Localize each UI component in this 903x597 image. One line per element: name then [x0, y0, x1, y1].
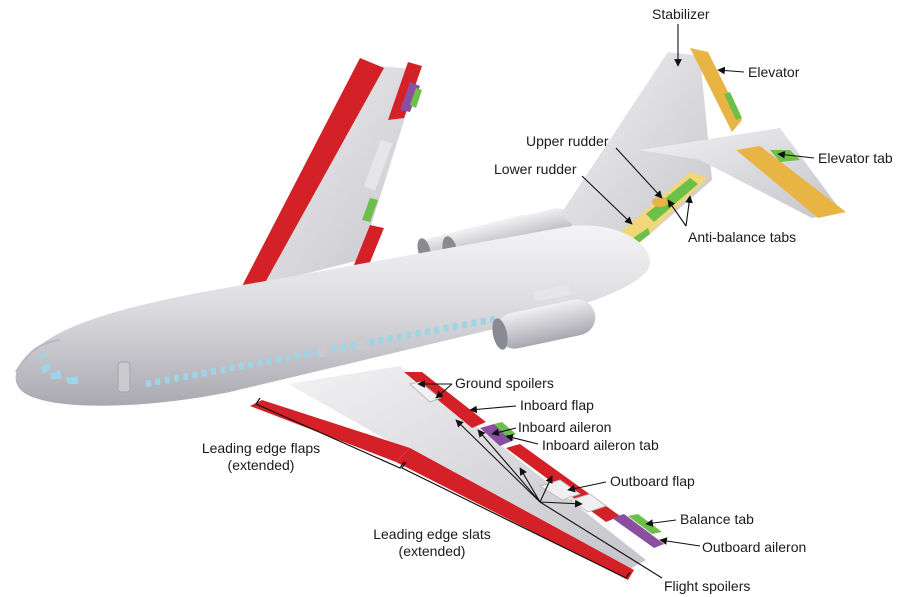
cabin-window [258, 359, 263, 366]
cabin-window [211, 368, 216, 375]
cabin-window [341, 344, 346, 351]
leader-balance-tab [646, 520, 676, 524]
cabin-window [378, 337, 383, 344]
cabin-window [239, 363, 244, 370]
cabin-window [481, 318, 486, 325]
label-upper-rudder: Upper rudder [526, 133, 609, 149]
cabin-window [462, 321, 467, 328]
label-elevator-tab: Elevator tab [818, 150, 893, 166]
front-door [118, 362, 130, 392]
cabin-window [416, 330, 421, 337]
label-stabilizer: Stabilizer [652, 6, 710, 22]
cabin-window [388, 335, 393, 342]
label-inboard-aileron: Inboard aileron [518, 419, 612, 435]
cabin-window [471, 320, 476, 327]
cabin-window [193, 371, 198, 378]
label-leading-edge-slats [366, 526, 498, 560]
cabin-window [155, 378, 160, 385]
cabin-window [444, 325, 449, 332]
cabin-door [356, 336, 365, 350]
cabin-window [453, 323, 458, 330]
label-elevator: Elevator [748, 64, 800, 80]
label-balance-tab: Balance tab [680, 511, 754, 527]
cabin-window [230, 364, 235, 371]
cabin-window [183, 373, 188, 380]
cabin-window [425, 328, 430, 335]
cabin-window [369, 339, 374, 346]
cabin-door [318, 343, 327, 357]
label-inboard-aileron-tab: Inboard aileron tab [542, 437, 659, 453]
cabin-window [267, 358, 272, 365]
label-leading-edge-slats-line2: (extended) [398, 543, 466, 559]
leader-inboard-flap [470, 406, 516, 410]
label-ground-spoilers: Ground spoilers [455, 375, 554, 391]
cabin-window [276, 356, 281, 363]
label-outboard-aileron: Outboard aileron [702, 539, 807, 555]
cabin-window [146, 380, 151, 387]
cabin-window [286, 354, 291, 361]
cabin-window [332, 345, 337, 352]
cabin-window [434, 326, 439, 333]
label-lower-rudder: Lower rudder [494, 161, 577, 177]
cabin-window [165, 377, 170, 384]
label-leading-edge-flaps-line1: Leading edge flaps [201, 440, 321, 456]
label-leading-edge-flaps [196, 440, 326, 474]
upper-rudder-mark [652, 197, 668, 207]
label-flight-spoilers: Flight spoilers [664, 578, 751, 594]
cabin-window [174, 375, 179, 382]
cabin-window [406, 332, 411, 339]
cabin-window [220, 366, 225, 373]
cabin-window [313, 349, 318, 356]
leader-elevator [718, 70, 744, 72]
label-leading-edge-slats-line1: Leading edge slats [373, 526, 491, 542]
cabin-window [202, 370, 207, 377]
label-leading-edge-flaps-line2: (extended) [227, 457, 295, 473]
cabin-window [295, 352, 300, 359]
cabin-window [248, 361, 253, 368]
leader-outboard-aileron [660, 540, 700, 546]
label-anti-balance-tabs: Anti-balance tabs [688, 229, 797, 245]
cabin-window [397, 333, 402, 340]
label-outboard-flap: Outboard flap [610, 473, 695, 489]
cabin-window [351, 342, 356, 349]
label-inboard-flap: Inboard flap [520, 397, 594, 413]
cabin-window [304, 351, 309, 358]
far-wing [240, 58, 422, 290]
